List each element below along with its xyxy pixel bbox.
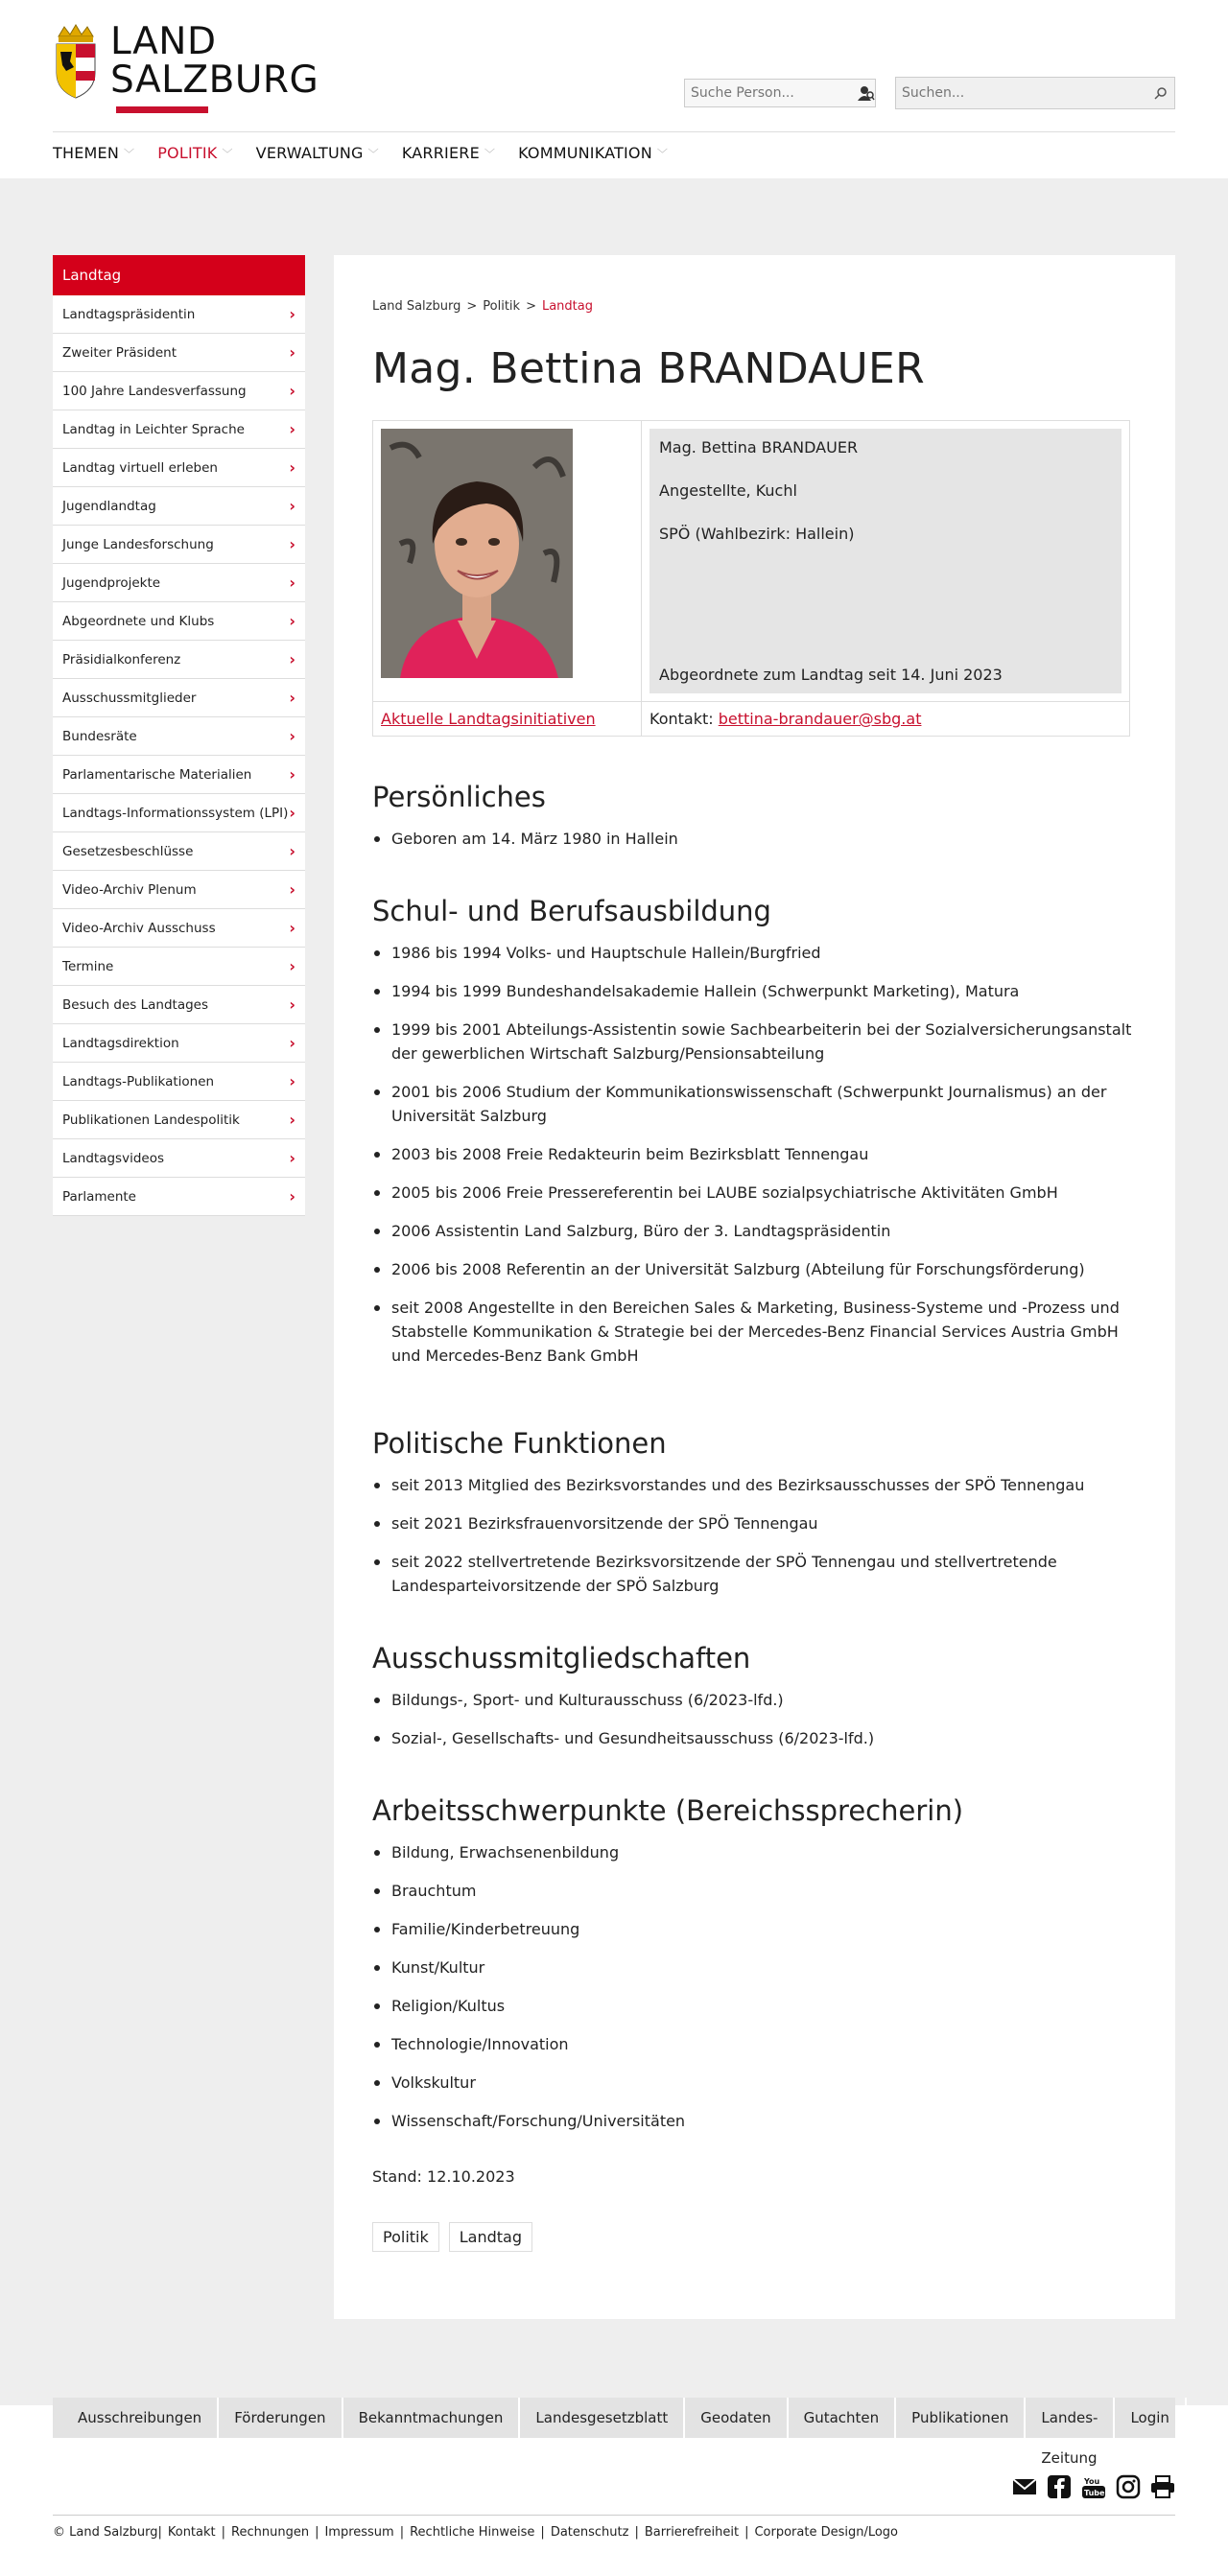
nav-label: KARRIERE (401, 144, 480, 162)
chevron-right-icon: › (289, 727, 295, 745)
mail-icon[interactable] (1012, 2474, 1037, 2499)
header-divider (53, 131, 1175, 132)
profile-since: Abgeordnete zum Landtag seit 14. Juni 2023 (659, 666, 1003, 684)
footer-nav-item[interactable]: Login (1115, 2398, 1186, 2438)
sidebar-item-label: Parlamentarische Materialien (62, 766, 252, 783)
section-list (372, 1473, 1137, 1598)
photo-cell (373, 421, 642, 702)
sidebar-item[interactable] (53, 679, 305, 717)
sidebar-item[interactable] (53, 487, 305, 526)
youtube-icon[interactable] (1081, 2474, 1106, 2499)
chevron-right-icon: › (289, 382, 295, 400)
person-search-box (684, 79, 876, 107)
footer-link[interactable]: Barrierefreiheit (644, 2525, 740, 2540)
sidebar-item-label: Jugendprojekte (62, 574, 161, 591)
nav-label: VERWALTUNG (255, 144, 364, 162)
sidebar-item[interactable] (53, 526, 305, 564)
sidebar-item-label: Video-Archiv Plenum (62, 881, 197, 898)
search-icon[interactable] (1147, 80, 1174, 106)
main-content (334, 255, 1175, 2319)
logo-wordmark (110, 20, 319, 102)
social-icons (1012, 2474, 1175, 2499)
sidebar-item[interactable] (53, 641, 305, 679)
last-updated: Stand: 12.10.2023 (372, 2167, 515, 2186)
sidebar-item-label: Termine (62, 958, 114, 974)
footer-link[interactable]: Kontakt (167, 2525, 216, 2540)
sidebar-item[interactable] (53, 909, 305, 948)
footer-legal-links (53, 2525, 898, 2540)
copyright: © Land Salzburg| (53, 2525, 162, 2540)
footer-separator: | (221, 2525, 226, 2540)
section-list (372, 1688, 1137, 1750)
initiatives-link[interactable]: Aktuelle Landtagsinitiativen (381, 710, 596, 728)
chevron-down-icon: ﹀ (484, 147, 496, 160)
sidebar-item[interactable] (53, 334, 305, 372)
site-search-input[interactable] (896, 78, 1147, 108)
logo-line-1: LAND (110, 20, 217, 63)
page-title: Mag. Bettina BRANDAUER (372, 344, 926, 393)
nav-item-verwaltung[interactable] (256, 144, 379, 162)
footer-link[interactable]: Datenschutz (550, 2525, 629, 2540)
chevron-right-icon: › (289, 765, 295, 784)
sidebar-item[interactable] (53, 295, 305, 334)
nav-item-politik[interactable] (157, 144, 232, 162)
footer-navigation (53, 2398, 1175, 2467)
list-item: seit 2022 stellvertretende Bezirksvorsitzende der SPÖ Tennengau und stellvertretende Landesparteivorsitzende der SPÖ Salzburg (391, 1550, 1137, 1598)
sidebar-item[interactable] (53, 832, 305, 871)
footer-divider (53, 2515, 1175, 2516)
tag-politik[interactable]: Politik (372, 2222, 439, 2252)
profile-occupation: Angestellte, Kuchl (659, 481, 797, 500)
sidebar-item-label: Landtags-Informationssystem (LPI) (62, 805, 289, 821)
list-item: Wissenschaft/Forschung/Universitäten (391, 2109, 1137, 2133)
tag-landtag[interactable]: Landtag (449, 2222, 532, 2252)
sidebar-item-label: Landtag virtuell erleben (62, 459, 218, 476)
list-item: Brauchtum (391, 1879, 1137, 1903)
list-item: 2003 bis 2008 Freie Redakteurin beim Bezirksblatt Tennengau (391, 1142, 1137, 1166)
profile-name: Mag. Bettina BRANDAUER (659, 438, 859, 457)
print-icon[interactable] (1150, 2474, 1175, 2499)
section-list (372, 941, 1137, 1368)
sidebar-item-label: Junge Landesforschung (62, 536, 214, 552)
footer-separator: | (744, 2525, 749, 2540)
footer-separator: | (399, 2525, 405, 2540)
sidebar-item[interactable] (53, 1178, 305, 1216)
list-item: 2005 bis 2006 Freie Pressereferentin bei LAUBE sozialpsychiatrische Aktivitäten GmbH (391, 1181, 1137, 1205)
section-list (372, 1840, 1137, 2133)
footer-nav-item[interactable]: Landes-Zeitung (1026, 2398, 1115, 2438)
sidebar-item-label: Gesetzesbeschlüsse (62, 843, 194, 859)
list-item: seit 2013 Mitglied des Bezirksvorstandes und des Bezirksausschusses der SPÖ Tennengau (391, 1473, 1137, 1497)
contact-email-link[interactable]: bettina-brandauer@sbg.at (718, 710, 922, 728)
facebook-icon[interactable] (1047, 2474, 1072, 2499)
list-item: Volkskultur (391, 2071, 1137, 2095)
footer-link[interactable]: Rechnungen (231, 2525, 310, 2540)
sidebar-list (53, 295, 305, 1216)
chevron-right-icon: › (289, 535, 295, 553)
list-item: Sozial-, Gesellschafts- und Gesundheitsausschuss (6/2023-lfd.) (391, 1726, 1137, 1750)
nav-item-kommunikation[interactable] (518, 144, 668, 162)
sidebar-item[interactable] (53, 1063, 305, 1101)
sidebar-item-label: Ausschussmitglieder (62, 690, 197, 706)
sidebar-title[interactable]: Landtag (53, 255, 305, 295)
site-header (0, 0, 1228, 178)
sidebar-item[interactable] (53, 1101, 305, 1139)
tag-list (372, 2222, 1137, 2252)
chevron-down-icon: ﹀ (124, 147, 135, 160)
sidebar-item[interactable] (53, 449, 305, 487)
list-item: Religion/Kultus (391, 1994, 1137, 2018)
sidebar (53, 255, 305, 1216)
sidebar-item-label: Zweiter Präsident (62, 344, 177, 361)
sidebar-item[interactable] (53, 871, 305, 909)
nav-label: POLITIK (157, 144, 218, 162)
footer-nav-item[interactable]: Landesgesetzblatt (520, 2398, 685, 2438)
list-item: Kunst/Kultur (391, 1955, 1137, 1979)
nav-label: THEMEN (53, 144, 119, 162)
breadcrumb-separator: > (526, 299, 536, 314)
chevron-right-icon: › (289, 612, 295, 630)
footer-separator: | (315, 2525, 319, 2540)
section-heading: Persönliches (372, 781, 546, 813)
list-item: Technologie/Innovation (391, 2032, 1137, 2056)
profile-party: SPÖ (Wahlbezirk: Hallein) (659, 525, 855, 543)
list-item: 2006 bis 2008 Referentin an der Universität Salzburg (Abteilung für Forschungsförderung) (391, 1257, 1137, 1281)
nav-item-themen[interactable] (53, 144, 134, 162)
footer-nav-item[interactable]: Ausschreibungen (53, 2398, 219, 2438)
main-navigation (53, 144, 668, 162)
list-item: 2001 bis 2006 Studium der Kommunikationswissenschaft (Schwerpunkt Journalismus) an der Universität Salzburg (391, 1080, 1137, 1128)
chevron-right-icon: › (289, 305, 295, 323)
sidebar-item-label: Video-Archiv Ausschuss (62, 920, 216, 936)
sidebar-item-label: Abgeordnete und Klubs (62, 613, 215, 629)
list-item: Geboren am 14. März 1980 in Hallein (391, 827, 1137, 851)
footer-nav-item[interactable]: Förderungen (219, 2398, 342, 2438)
sidebar-item-label: 100 Jahre Landesverfassung (62, 383, 247, 399)
chevron-right-icon: › (289, 957, 295, 975)
coat-of-arms-icon (53, 23, 99, 100)
sidebar-item-label: Jugendlandtag (62, 498, 156, 514)
chevron-right-icon: › (289, 995, 295, 1014)
profile-details-cell (642, 421, 1130, 702)
sidebar-item-label: Landtagsvideos (62, 1150, 164, 1166)
sidebar-item[interactable] (53, 794, 305, 832)
sidebar-item-label: Landtag in Leichter Sprache (62, 421, 245, 437)
sidebar-item[interactable] (53, 756, 305, 794)
sidebar-item[interactable] (53, 564, 305, 602)
sidebar-item[interactable] (53, 717, 305, 756)
chevron-right-icon: › (289, 880, 295, 899)
chevron-right-icon: › (289, 1187, 295, 1206)
chevron-right-icon: › (289, 497, 295, 515)
logo-line-2: SALZBURG (110, 59, 319, 102)
breadcrumb-separator: > (466, 299, 478, 314)
footer-link[interactable]: Impressum (324, 2525, 394, 2540)
section-heading: Politische Funktionen (372, 1427, 667, 1460)
footer-nav-item[interactable]: Gutachten (789, 2398, 897, 2438)
chevron-right-icon: › (289, 574, 295, 592)
list-item: seit 2021 Bezirksfrauenvorsitzende der SPÖ Tennengau (391, 1511, 1137, 1535)
site-logo[interactable] (53, 20, 319, 102)
section-heading: Schul- und Berufsausbildung (372, 895, 771, 927)
profile-table (372, 420, 1130, 737)
sidebar-item[interactable] (53, 602, 305, 641)
person-search-icon[interactable] (858, 80, 875, 106)
chevron-down-icon: ﹀ (367, 147, 379, 160)
breadcrumb (372, 299, 1137, 314)
list-item: seit 2008 Angestellte in den Bereichen Sales & Marketing, Business-Systeme und -Prozess und Stabstelle Kommunikation & Strategie bei der Mercedes-Benz Financial Services Austria GmbH und Mercedes-Benz Bank GmbH (391, 1296, 1137, 1368)
sidebar-item-label: Parlamente (62, 1188, 136, 1205)
footer-nav-item[interactable]: Publikationen (896, 2398, 1026, 2438)
list-item: 1986 bis 1994 Volks- und Hauptschule Hallein/Burgfried (391, 941, 1137, 965)
contact-label: Kontakt: (649, 710, 714, 728)
footer-separator: | (634, 2525, 639, 2540)
profile-details (649, 429, 1122, 693)
chevron-right-icon: › (289, 1072, 295, 1090)
footer-link[interactable]: Corporate Design/Logo (754, 2525, 899, 2540)
sidebar-item-label: Landtagspräsidentin (62, 306, 196, 322)
breadcrumb-item[interactable]: Land Salzburg (372, 299, 461, 314)
chevron-right-icon: › (289, 689, 295, 707)
profile-sections (372, 781, 1137, 2133)
footer-link[interactable]: Rechtliche Hinweise (410, 2525, 535, 2540)
footer-nav-item[interactable]: Bekanntmachungen (343, 2398, 521, 2438)
footer-separator: | (540, 2525, 545, 2540)
sidebar-item[interactable] (53, 948, 305, 986)
chevron-right-icon: › (289, 1111, 295, 1129)
breadcrumb-current[interactable]: Landtag (541, 299, 593, 314)
sidebar-item-label: Publikationen Landespolitik (62, 1112, 240, 1128)
breadcrumb-item[interactable]: Politik (483, 299, 521, 314)
instagram-icon[interactable] (1116, 2474, 1141, 2499)
site-search-box (895, 77, 1175, 109)
sidebar-item[interactable] (53, 986, 305, 1024)
chevron-right-icon: › (289, 804, 295, 822)
sidebar-item-label: Bundesräte (62, 728, 137, 744)
chevron-right-icon: › (289, 919, 295, 937)
initiatives-cell (373, 702, 642, 737)
list-item: Familie/Kinderbetreuung (391, 1917, 1137, 1941)
list-item: Bildungs-, Sport- und Kulturausschuss (6/2023-lfd.) (391, 1688, 1137, 1712)
sidebar-item-label: Landtags-Publikationen (62, 1073, 215, 1089)
sidebar-item-label: Besuch des Landtages (62, 996, 209, 1013)
sidebar-item-label: Landtagsdirektion (62, 1035, 179, 1051)
logo-red-bar (116, 106, 208, 113)
chevron-right-icon: › (289, 343, 295, 362)
sidebar-item-label: Präsidialkonferenz (62, 651, 181, 667)
chevron-right-icon: › (289, 420, 295, 438)
portrait-photo (381, 429, 573, 678)
nav-item-karriere[interactable] (402, 144, 495, 162)
chevron-right-icon: › (289, 1034, 295, 1052)
chevron-right-icon: › (289, 842, 295, 860)
footer-nav-item[interactable]: Geodaten (685, 2398, 788, 2438)
sidebar-item[interactable] (53, 1139, 305, 1178)
section-heading: Arbeitsschwerpunkte (Bereichssprecherin) (372, 1794, 964, 1827)
svg-text:Tube: Tube (1084, 2489, 1105, 2497)
nav-label: KOMMUNIKATION (518, 144, 652, 162)
section-heading: Ausschussmitgliedschaften (372, 1642, 751, 1674)
section-list (372, 827, 1137, 851)
chevron-right-icon: › (289, 1149, 295, 1167)
list-item: 1994 bis 1999 Bundeshandelsakademie Hallein (Schwerpunkt Marketing), Matura (391, 979, 1137, 1003)
list-item: 2006 Assistentin Land Salzburg, Büro der 3. Landtagspräsidentin (391, 1219, 1137, 1243)
list-item: 1999 bis 2001 Abteilungs-Assistentin sowie Sachbearbeiterin bei der Sozialversicherungsanstalt der gewerblichen Wirtschaft Salzburg/Pensionsabteilung (391, 1018, 1137, 1066)
sidebar-item[interactable] (53, 372, 305, 410)
list-item: Bildung, Erwachsenenbildung (391, 1840, 1137, 1864)
chevron-right-icon: › (289, 650, 295, 668)
person-search-input[interactable] (685, 80, 858, 106)
chevron-down-icon: ﹀ (222, 147, 233, 160)
chevron-right-icon: › (289, 458, 295, 477)
sidebar-item[interactable] (53, 1024, 305, 1063)
chevron-down-icon: ﹀ (656, 147, 669, 160)
sidebar-item[interactable] (53, 410, 305, 449)
svg-text:You: You (1084, 2477, 1100, 2486)
contact-cell (642, 702, 1130, 737)
